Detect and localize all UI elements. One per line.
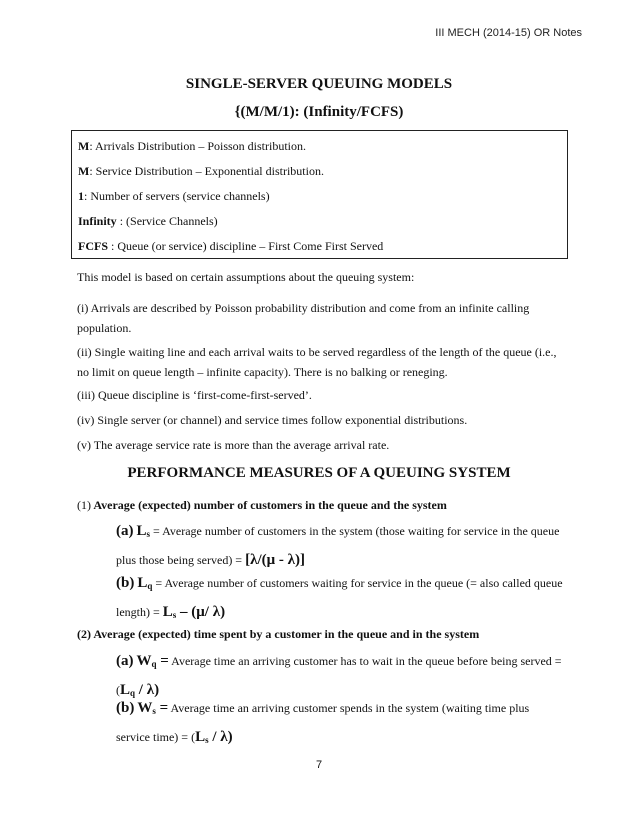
definition-term: FCFS [78,239,108,253]
formula-subscript: q [130,688,136,698]
formula-subscript: s [205,735,209,745]
definition-row [78,135,561,160]
symbol: L [137,575,148,591]
symbol-subscript: s [152,706,156,716]
formula: / λ) [208,729,233,745]
assumption-item: (i) Arrivals are described by Poisson probability distribution and come from an infinite calling population. [77,301,530,335]
definition-term: M [78,139,90,153]
definition-text: : Queue (or service) discipline – First Come First Served [108,239,384,253]
formula-symbol: L [120,682,131,698]
item-label: (a) [116,653,134,669]
formula: [λ/(μ - λ)] [245,552,305,568]
definition-text: : Service Distribution – Exponential distribution. [89,164,324,178]
equals-sign: = [155,700,169,716]
definition-text: : Number of servers (service channels) [84,189,270,203]
symbol: W [136,653,152,669]
assumption-item: (ii) Single waiting line and each arrival waits to be served regardless of the length of the queue (i.e., no limit on queue length – infinite capacity). There is no balking or reneging. [77,345,557,379]
item-label: (b) [116,575,135,591]
item-text: Average time an arriving customer spends in the system (waiting time plus service time) = ( [116,701,530,744]
symbol-subscript: s [146,529,151,539]
definition-row [78,210,561,235]
symbol: W [137,700,153,716]
page-subtitle: {(M/M/1): (Infinity/FCFS) [234,104,404,120]
definition-row [78,235,561,260]
measure-2-heading [77,627,567,642]
definition-term: 1 [78,189,84,203]
item-text: Average time an arriving customer has to wait in the queue before being served = ( [116,654,562,697]
measure-number: (2) [77,627,91,641]
header-note: III MECH (2014-15) OR Notes [435,27,582,39]
formula-symbol: L [195,729,206,745]
assumption-item: (iv) Single server (or channel) and service times follow exponential distributions. [77,413,468,427]
measure-1b [116,570,566,628]
assumption-item: (iii) Queue discipline is ‘first-come-first-served’. [77,388,312,402]
intro-text: This model is based on certain assumptions about the queuing system: [77,270,415,284]
equals-sign: = [156,653,169,669]
symbol: L [136,523,147,539]
formula-subscript: s [172,610,177,620]
formula-symbol: L [162,604,173,620]
formula: / λ) [135,682,160,698]
definition-text: : Arrivals Distribution – Poisson distribution. [89,139,307,153]
item-label: (a) [116,523,134,539]
measure-title: Average (expected) time spent by a customer in the queue and in the system [93,627,480,641]
page-title: SINGLE-SERVER QUEUING MODELS [185,76,453,92]
symbol-subscript: q [151,659,157,669]
measure-1-heading [77,498,567,513]
definition-term: M [78,164,90,178]
measure-title: Average (expected) number of customers in the queue and the system [93,498,447,512]
item-label: (b) [116,700,135,716]
section-heading: PERFORMANCE MEASURES OF A QUEUING SYSTEM [127,465,511,481]
measure-2b [116,695,566,753]
assumption-item: (v) The average service rate is more than the average arrival rate. [77,438,390,452]
definitions-box [71,130,568,259]
definition-row [78,185,561,210]
measure-1a [116,518,566,573]
symbol-subscript: q [147,581,153,591]
page-number: 7 [315,759,323,771]
definition-term: Infinity [78,214,117,228]
item-text: = Average number of customers in the system (those waiting for service in the queue plus those being served) = [116,524,560,567]
formula: – (μ/ λ) [176,604,226,620]
measure-number: (1) [77,498,91,512]
definition-text: : (Service Channels) [116,214,218,228]
definition-row [78,160,561,185]
item-text: = Average number of customers waiting for service in the queue (= also called queue length) = [116,576,563,619]
